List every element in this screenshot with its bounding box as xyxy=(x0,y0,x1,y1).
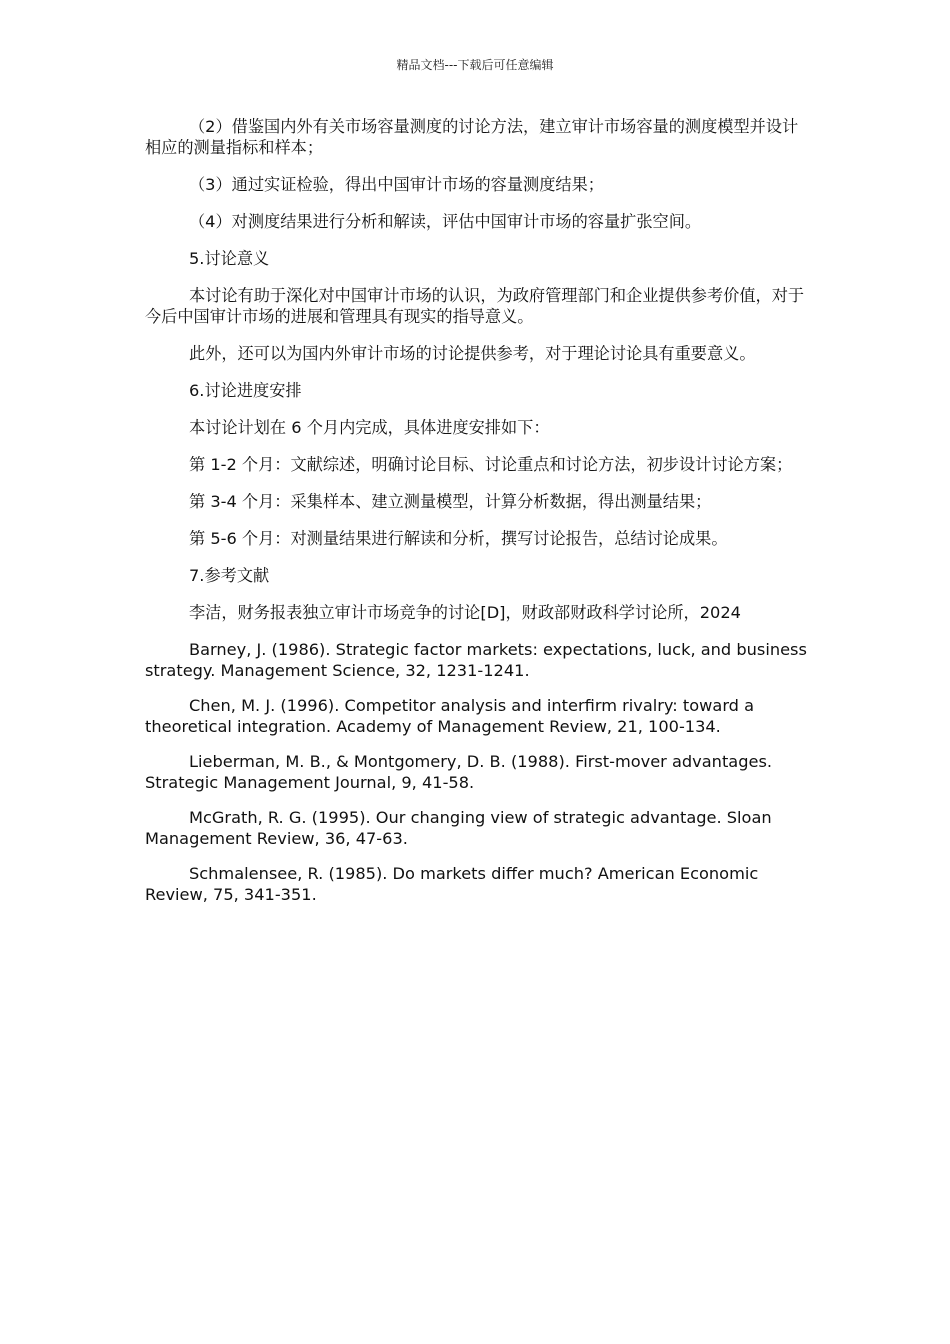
reference-item: Lieberman, M. B., & Montgomery, D. B. (1988). First-mover advantages. Strategic Management Journal, 9, 41-58. xyxy=(145,752,773,792)
paragraph-schedule-months-1-2: 第 1-2 个月：文献综述，明确讨论目标、讨论重点和讨论方法，初步设计讨论方案； xyxy=(189,455,793,474)
reference-item: Chen, M. J. (1996). Competitor analysis and interfirm rivalry: toward a theoretical integration. Academy of Management Review, 21, 100-134. xyxy=(145,696,755,736)
section-heading-significance: 5.讨论意义 xyxy=(189,249,270,268)
page-header: 精品文档---下载后可任意编辑 xyxy=(396,58,554,72)
paragraph-objective-2: （2）借鉴国内外有关市场容量测度的讨论方法，建立审计市场容量的测度模型并设计相应的测量指标和样本； xyxy=(145,117,799,157)
reference-item-chinese: 李洁，财务报表独立审计市场竞争的讨论[D]，财政部财政科学讨论所，2024 xyxy=(189,603,741,622)
reference-item: Schmalensee, R. (1985). Do markets differ much? American Economic Review, 75, 341-351. xyxy=(145,864,759,904)
section-heading-schedule: 6.讨论进度安排 xyxy=(189,381,302,400)
document-body xyxy=(145,116,810,919)
paragraph-schedule-months-3-4: 第 3-4 个月：采集样本、建立测量模型，计算分析数据，得出测量结果； xyxy=(189,492,712,511)
paragraph-significance-2: 此外，还可以为国内外审计市场的讨论提供参考，对于理论讨论具有重要意义。 xyxy=(189,344,756,363)
paragraph-schedule-intro: 本讨论计划在 6 个月内完成，具体进度安排如下： xyxy=(189,418,550,437)
reference-item: McGrath, R. G. (1995). Our changing view of strategic advantage. Sloan Management Review, 36, 47-63. xyxy=(145,808,772,848)
reference-item: Barney, J. (1986). Strategic factor markets: expectations, luck, and business strategy. Management Science, 32, 1231-1241. xyxy=(145,640,807,680)
section-heading-references: 7.参考文献 xyxy=(189,566,270,585)
paragraph-significance-1: 本讨论有助于深化对中国审计市场的认识，为政府管理部门和企业提供参考价值，对于今后中国审计市场的进展和管理具有现实的指导意义。 xyxy=(145,286,805,326)
paragraph-objective-4: （4）对测度结果进行分析和解读，评估中国审计市场的容量扩张空间。 xyxy=(189,212,702,231)
paragraph-objective-3: （3）通过实证检验，得出中国审计市场的容量测度结果； xyxy=(189,175,604,194)
paragraph-schedule-months-5-6: 第 5-6 个月：对测量结果进行解读和分析，撰写讨论报告，总结讨论成果。 xyxy=(189,529,728,548)
